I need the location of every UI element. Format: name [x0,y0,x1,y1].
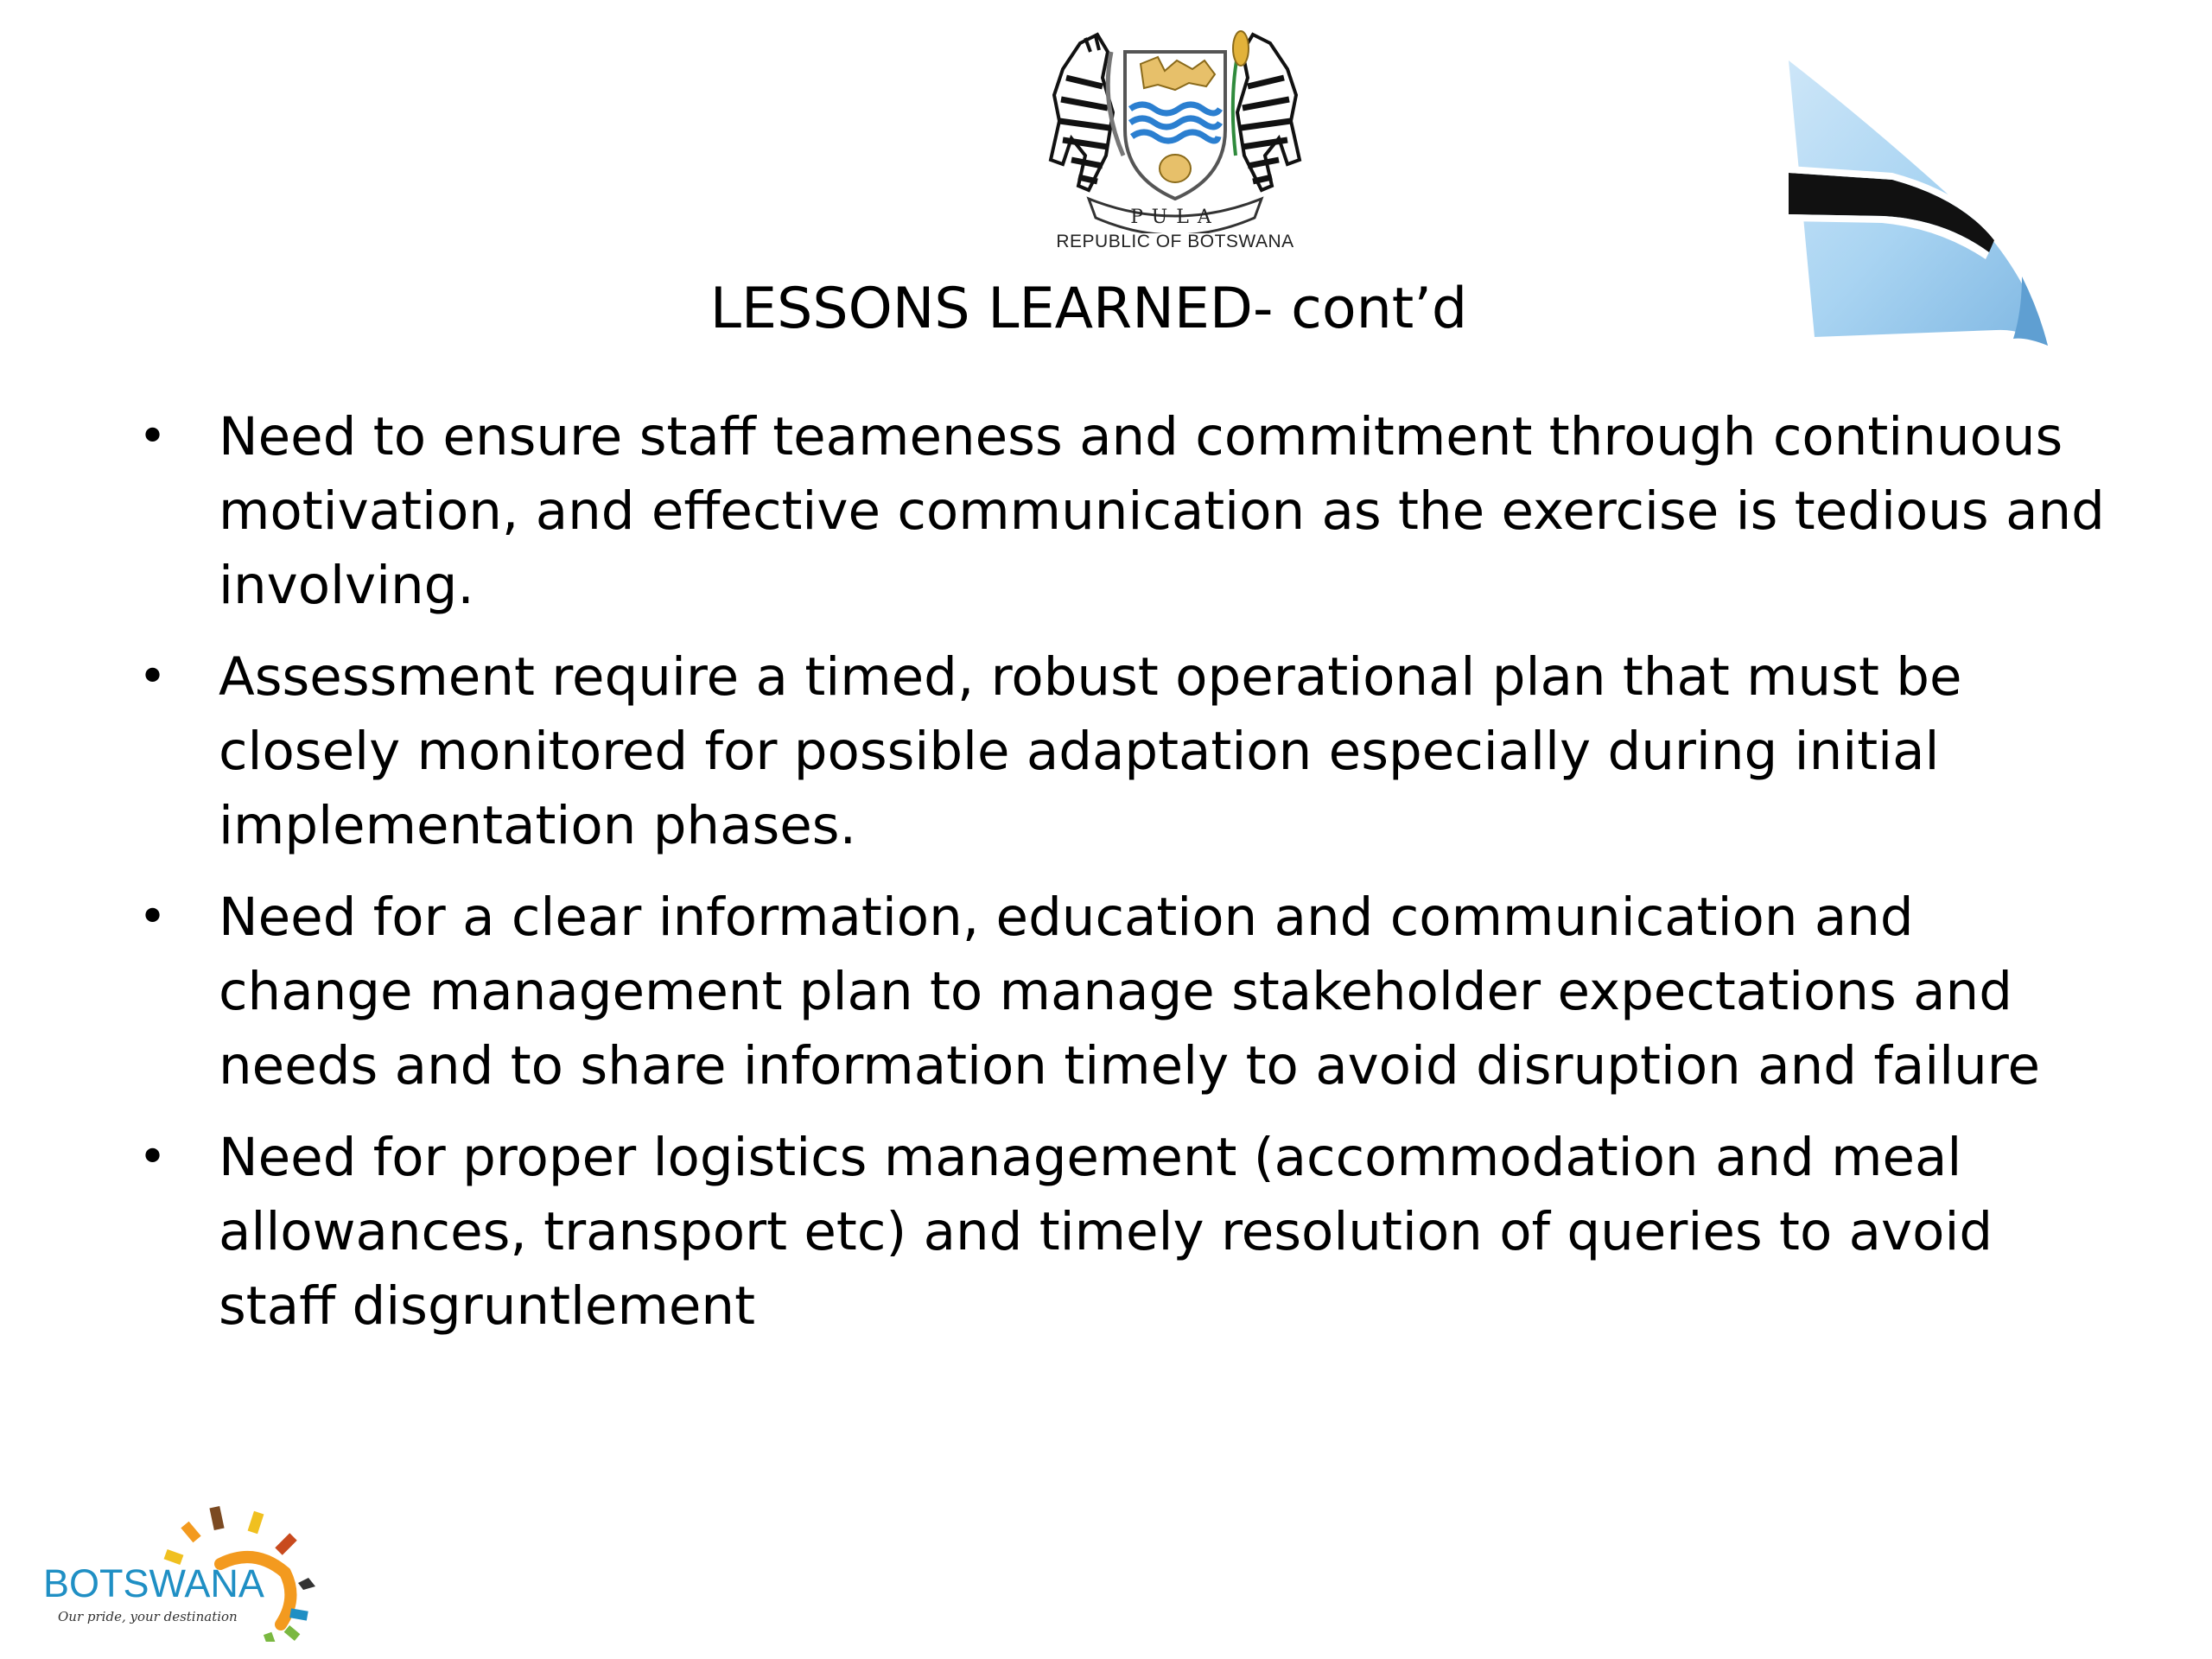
coat-of-arms-caption: REPUBLIC OF BOTSWANA [1056,232,1294,251]
bullet-marker: • [138,409,168,465]
bullet-item [130,880,2117,1103]
bullet-text: Need for a clear information, education and communication and change management plan to manage stakeholder expectations and needs and to share information timely to avoid disruption and failure [219,887,2041,1096]
coat-of-arms-motto: PULA [1130,207,1220,228]
bullet-item [130,640,2117,863]
coat-of-arms [1028,26,1322,259]
bullet-marker: • [138,1129,168,1185]
logo-tagline: Our pride, your destination [58,1609,238,1624]
bullet-item [130,1121,2117,1344]
botswana-coat-of-arms-icon [1028,26,1322,233]
logo-wordmark: BOTSWANA [43,1561,264,1605]
left-zebra [1051,35,1113,190]
shield [1125,52,1225,199]
bullet-marker: • [138,889,168,945]
botswana-tourism-logo [39,1503,333,1642]
slide-title: LESSONS LEARNED- cont’d [709,276,1468,341]
bullet-item [130,400,2117,623]
bullet-text: Need to ensure staff teameness and commitment through continuous motivation, and effective communication as the exercise is tedious and involving. [219,406,2105,616]
bullet-text: Assessment require a timed, robust operational plan that must be closely monitored for possible adaptation especially during initial implementation phases. [219,646,1962,856]
bullet-marker: • [138,649,168,705]
bullet-text: Need for proper logistics management (accommodation and meal allowances, transport etc) and timely resolution of queries to avoid staff disgruntlement [219,1127,1993,1337]
bullet-list [130,400,2117,1361]
